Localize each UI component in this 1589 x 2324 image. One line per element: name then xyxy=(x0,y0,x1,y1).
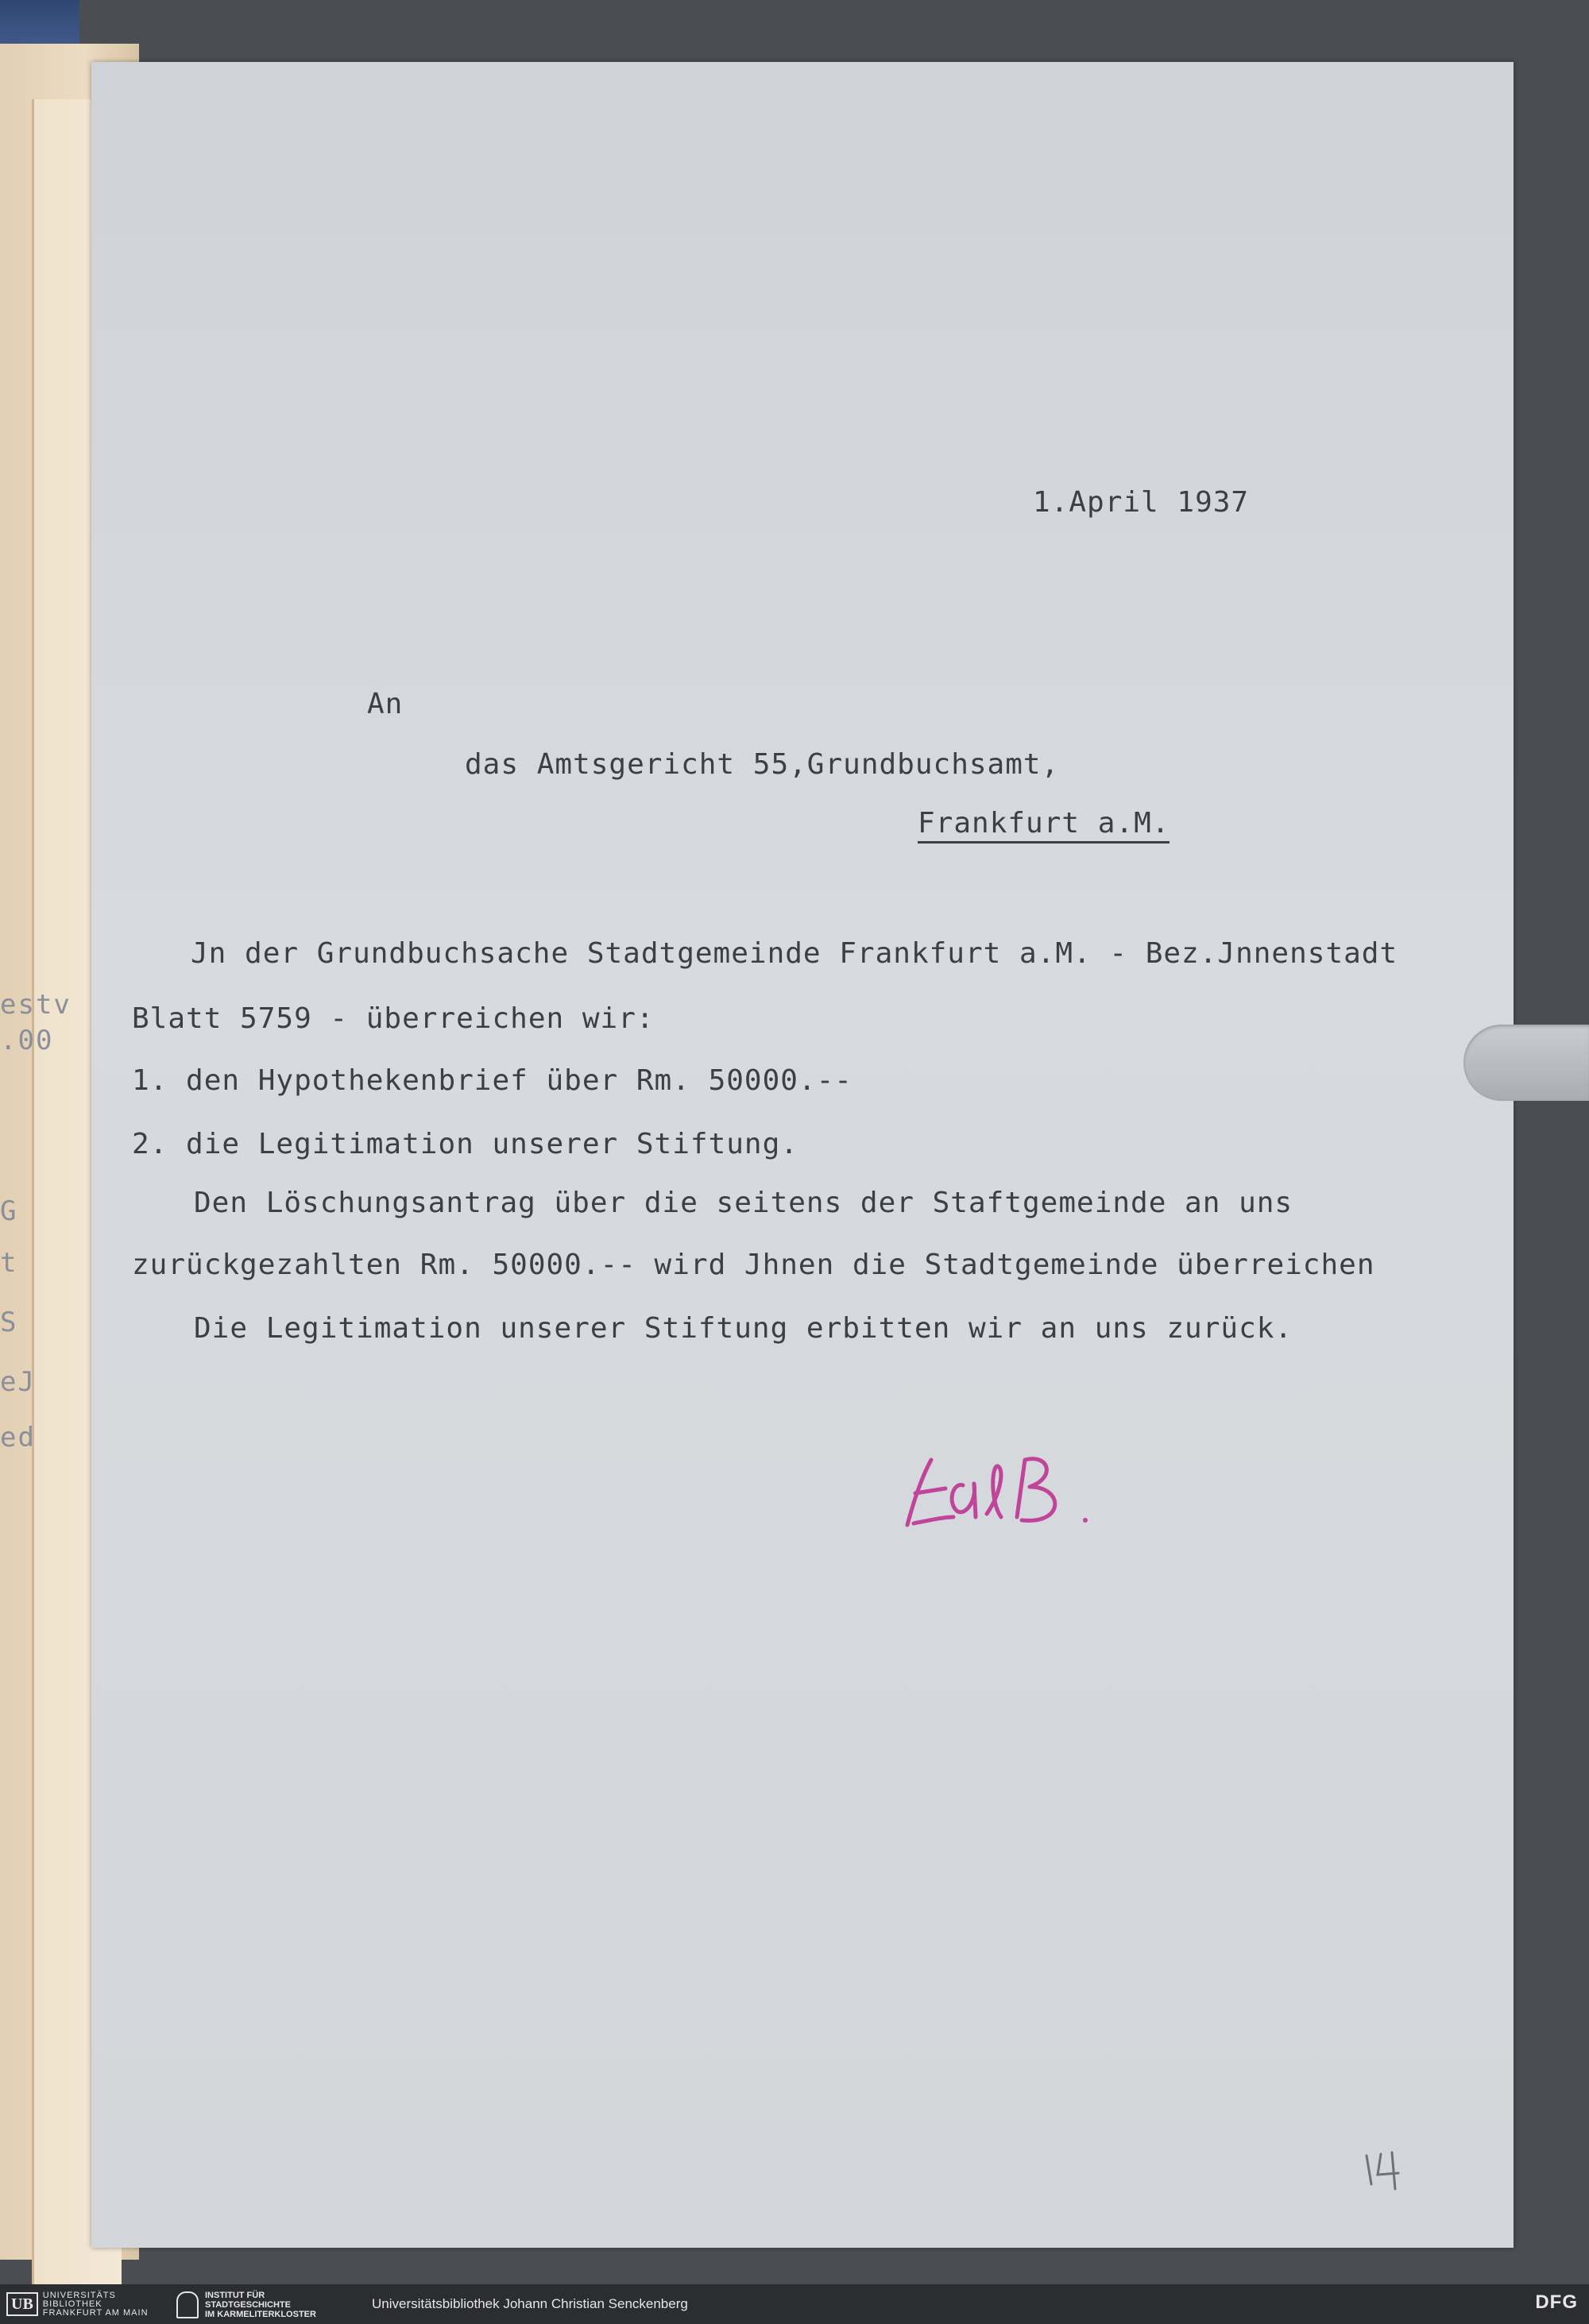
backing-text-fragment: ed xyxy=(0,1422,36,1453)
recipient-line-1: das Amtsgericht 55,Grundbuchsamt, xyxy=(465,748,1060,781)
salutation: An xyxy=(367,688,404,720)
ub-logo-box: UB xyxy=(6,2292,38,2316)
body-line: 2. die Legitimation unserer Stiftung. xyxy=(132,1128,798,1160)
footer-bar xyxy=(0,2284,1589,2324)
body-line: Jn der Grundbuchsache Stadtgemeinde Frankfurt a.M. - Bez.Jnnenstadt xyxy=(191,937,1398,970)
isg-logo-mark xyxy=(176,2291,199,2318)
folder-binding-tab xyxy=(0,0,79,44)
backing-text-fragment: .00 xyxy=(0,1025,54,1056)
backing-text-fragment: estv xyxy=(0,989,72,1021)
dfg-logo: DFG xyxy=(1535,2291,1578,2313)
backing-text-fragment: G xyxy=(0,1195,18,1227)
body-line: zurückgezahlten Rm. 50000.-- wird Jhnen die Stadtgemeinde überreichen xyxy=(132,1249,1375,1281)
backing-text-fragment: t xyxy=(0,1247,18,1279)
letter-date: 1.April 1937 xyxy=(1033,486,1250,519)
paper-clip xyxy=(1463,1025,1589,1101)
footer-credit: Universitätsbibliothek Johann Christian Senckenberg xyxy=(372,2296,688,2311)
backing-text-fragment: eJ xyxy=(0,1366,36,1398)
ub-logo-text: UNIVERSITÄTS BIBLIOTHEK FRANKFURT AM MAIN xyxy=(42,2290,149,2318)
ub-logo xyxy=(6,2292,149,2316)
body-line: Die Legitimation unserer Stiftung erbitten wir an uns zurück. xyxy=(194,1312,1293,1345)
page-number xyxy=(1360,2144,1416,2192)
body-line: Den Löschungsantrag über die seitens der Staftgemeinde an uns xyxy=(194,1187,1293,1219)
body-line: 1. den Hypothekenbrief über Rm. 50000.-- xyxy=(132,1064,852,1097)
recipient-line-2: Frankfurt a.M. xyxy=(918,807,1170,844)
handwritten-signature xyxy=(898,1438,1184,1557)
isg-logo xyxy=(176,2291,316,2319)
backing-text-fragment: S xyxy=(0,1307,18,1338)
isg-logo-text: INSTITUT FÜR STADTGESCHICHTE IM KARMELITERKLOSTER xyxy=(205,2291,316,2319)
body-line: Blatt 5759 - überreichen wir: xyxy=(132,1002,655,1035)
